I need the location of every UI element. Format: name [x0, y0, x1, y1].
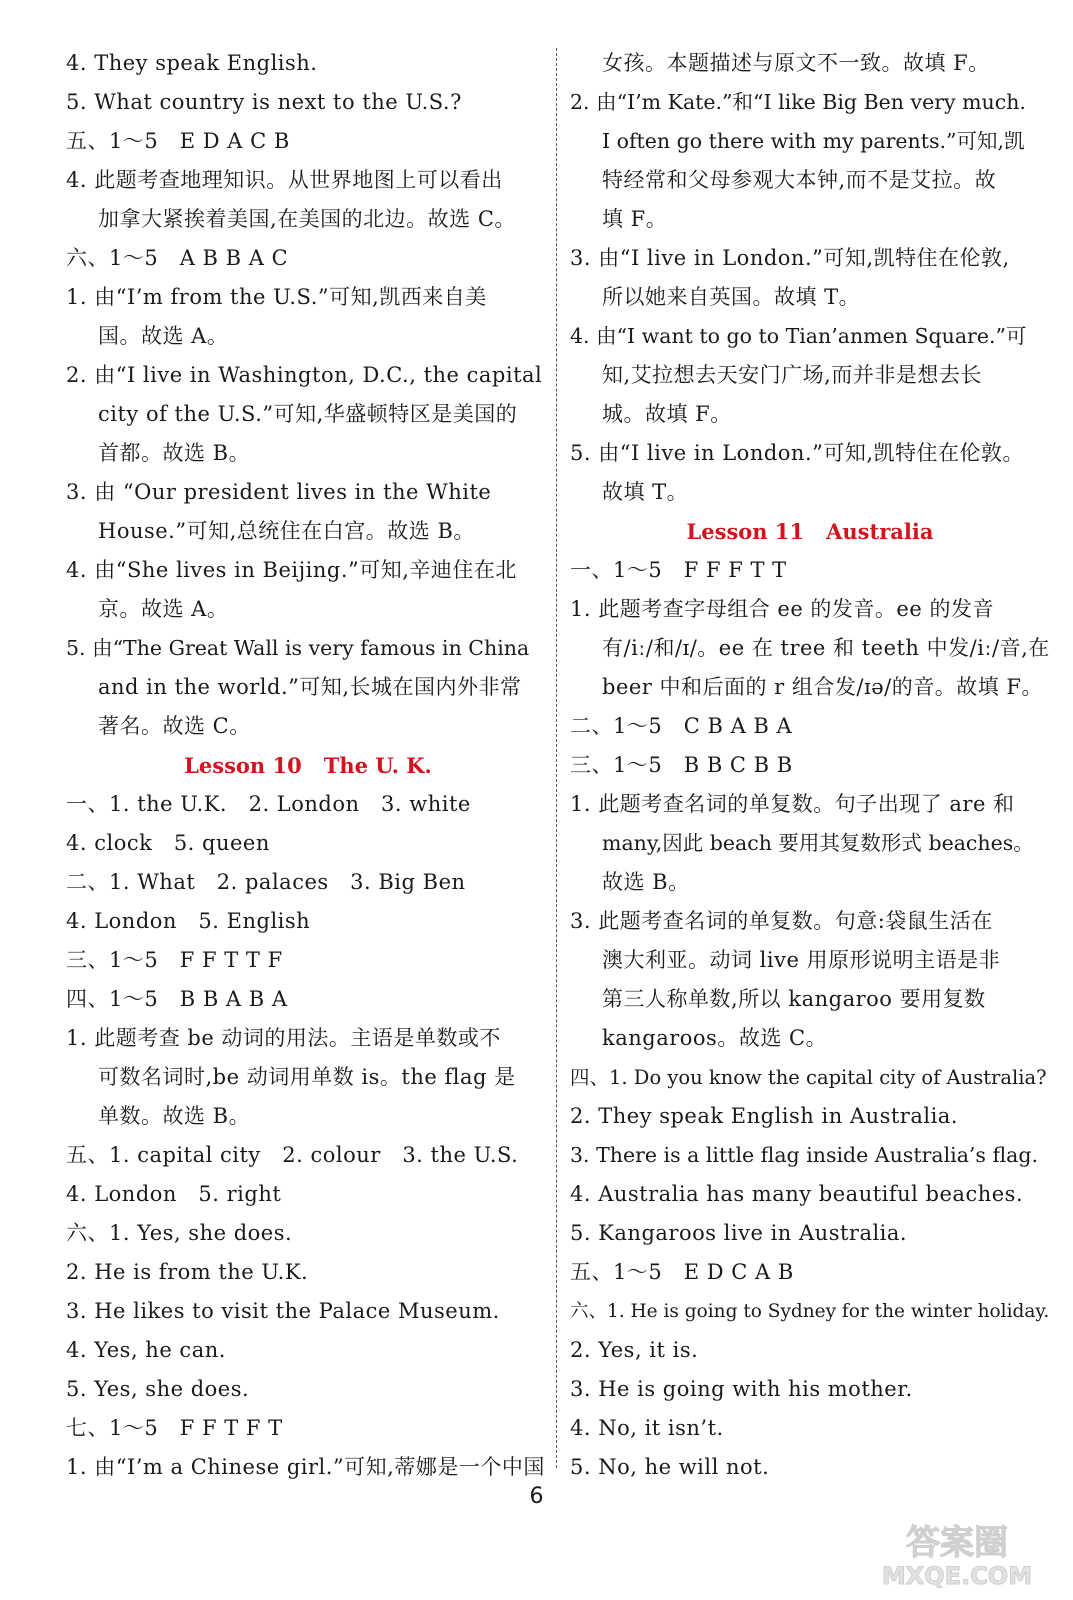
text-line: 著名。故选 C。: [98, 714, 251, 738]
text-line: 5. Yes, she does.: [66, 1377, 250, 1401]
text-line: 3. He is going with his mother.: [570, 1377, 913, 1401]
text-line: 加拿大紧挨着美国,在美国的北边。故选 C。: [98, 207, 516, 231]
text-line: 填 F。: [602, 207, 668, 231]
text-line: 三、1～5 F F T T F: [66, 948, 283, 972]
text-line: 所以她来自英国。故填 T。: [602, 285, 861, 309]
text-line: 4. No, it isn’t.: [570, 1416, 724, 1440]
text-line: 2. They speak English in Australia.: [570, 1104, 958, 1128]
text-line: 三、1～5 B B C B B: [570, 753, 793, 777]
page-number: 6: [529, 1484, 544, 1509]
lesson-heading: [66, 746, 550, 785]
text-line: 5. No, he will not.: [570, 1455, 770, 1479]
watermark-line2: MXQE.COM: [881, 1562, 1033, 1590]
left-column: [66, 44, 550, 1487]
text-line: 六、1～5 A B B A C: [66, 246, 289, 270]
text-line: 一、1. the U.K. 2. London 3. white: [66, 792, 471, 816]
right-column: [570, 44, 1050, 1487]
text-line: 4. London 5. right: [66, 1182, 282, 1206]
text-line: 五、1～5 E D C A B: [570, 1260, 794, 1284]
text-line: 4. Australia has many beautiful beaches.: [570, 1182, 1024, 1206]
text-line: 3. 由“I live in London.”可知,凯特住在伦敦,: [570, 246, 1010, 270]
text-line: 4. They speak English.: [66, 51, 318, 75]
text-line: House.”可知,总统住在白宫。故选 B。: [98, 519, 475, 543]
text-line: 五、1. capital city 2. colour 3. the U.S.: [66, 1143, 519, 1167]
text-line: 1. 此题考查字母组合 ee 的发音。ee 的发音: [570, 597, 994, 621]
watermark-line1: 答案圈: [906, 1523, 1008, 1563]
text-line: 3. 此题考查名词的单复数。句意:袋鼠生活在: [570, 909, 993, 933]
lesson-number: Lesson 11: [686, 519, 805, 544]
text-line: 城。故填 F。: [602, 402, 732, 426]
text-line: 一、1～5 F F F T T: [570, 558, 787, 582]
text-line: 知,艾拉想去天安门广场,而并非是想去长: [602, 363, 982, 387]
text-line: 5. 由“I live in London.”可知,凯特住在伦敦。: [570, 441, 1025, 465]
lesson-heading: [570, 512, 1050, 551]
text-line: many,因此 beach 要用其复数形式 beaches。: [602, 831, 1034, 855]
text-line: 2. Yes, it is.: [570, 1338, 699, 1362]
text-line: 2. 由“I live in Washington, D.C., the capital: [66, 363, 543, 387]
text-line: 有/iː/和/ɪ/。ee 在 tree 和 teeth 中发/iː/音,在: [602, 636, 1050, 660]
text-line: 五、1～5 E D A C B: [66, 129, 290, 153]
text-line: 4. 由“She lives in Beijing.”可知,辛迪住在北: [66, 558, 517, 582]
text-line: 3. He likes to visit the Palace Museum.: [66, 1299, 500, 1323]
text-line: 六、1. He is going to Sydney for the winter holiday.: [570, 1301, 1050, 1322]
text-line: kangaroos。故选 C。: [602, 1026, 828, 1050]
text-line: 四、1～5 B B A B A: [66, 987, 288, 1011]
text-line: 4. Yes, he can.: [66, 1338, 226, 1362]
text-line: 二、1. What 2. palaces 3. Big Ben: [66, 870, 466, 894]
text-line: 女孩。本题描述与原文不一致。故填 F。: [602, 51, 990, 75]
column-divider: [556, 48, 557, 1468]
text-line: 首都。故选 B。: [98, 441, 251, 465]
text-line: 2. He is from the U.K.: [66, 1260, 309, 1284]
text-line: 六、1. Yes, she does.: [66, 1221, 293, 1245]
text-line: 第三人称单数,所以 kangaroo 要用复数: [602, 987, 986, 1011]
text-line: and in the world.”可知,长城在国内外非常: [98, 675, 522, 699]
text-line: 4. 由“I want to go to Tian’anmen Square.”可: [570, 324, 1027, 348]
text-line: 二、1～5 C B A B A: [570, 714, 793, 738]
watermark-logo: [857, 1516, 1057, 1592]
text-line: 2. 由“I’m Kate.”和“I like Big Ben very much.: [570, 90, 1026, 114]
text-line: beer 中和后面的 r 组合发/ɪə/的音。故填 F。: [602, 675, 1043, 699]
text-line: 故选 B。: [602, 870, 690, 894]
text-line: I often go there with my parents.”可知,凯: [602, 129, 1025, 153]
text-line: 1. 此题考查 be 动词的用法。主语是单数或不: [66, 1026, 501, 1050]
text-line: 1. 此题考查名词的单复数。句子出现了 are 和: [570, 792, 1015, 816]
text-line: 3. 由 “Our president lives in the White: [66, 480, 492, 504]
text-line: 4. 此题考查地理知识。从世界地图上可以看出: [66, 168, 503, 192]
text-line: 4. clock 5. queen: [66, 831, 270, 855]
text-line: 特经常和父母参观大本钟,而不是艾拉。故: [602, 168, 997, 192]
text-line: city of the U.S.”可知,华盛顿特区是美国的: [98, 402, 518, 426]
text-line: 4. London 5. English: [66, 909, 311, 933]
text-line: 5. 由“The Great Wall is very famous in China: [66, 636, 530, 660]
lesson-number: Lesson 10: [184, 753, 302, 778]
text-line: 国。故选 A。: [98, 324, 229, 348]
text-line: 单数。故选 B。: [98, 1104, 251, 1128]
text-line: 京。故选 A。: [98, 597, 229, 621]
text-line: 七、1～5 F F T F T: [66, 1416, 283, 1440]
lesson-title: Australia: [826, 519, 934, 544]
text-line: 5. Kangaroos live in Australia.: [570, 1221, 908, 1245]
text-line: 3. There is a little flag inside Australia’s flag.: [570, 1143, 1039, 1167]
text-line: 故填 T。: [602, 480, 689, 504]
text-line: 1. 由“I’m from the U.S.”可知,凯西来自美: [66, 285, 487, 309]
text-line: 1. 由“I’m a Chinese girl.”可知,蒂娜是一个中国: [66, 1455, 545, 1479]
text-line: 可数名词时,be 动词用单数 is。the flag 是: [98, 1065, 516, 1089]
text-line: 四、1. Do you know the capital city of Australia?: [570, 1066, 1047, 1089]
text-line: 澳大利亚。动词 live 用原形说明主语是非: [602, 948, 1001, 972]
lesson-title: The U. K.: [323, 753, 432, 778]
text-line: 5. What country is next to the U.S.?: [66, 90, 462, 114]
